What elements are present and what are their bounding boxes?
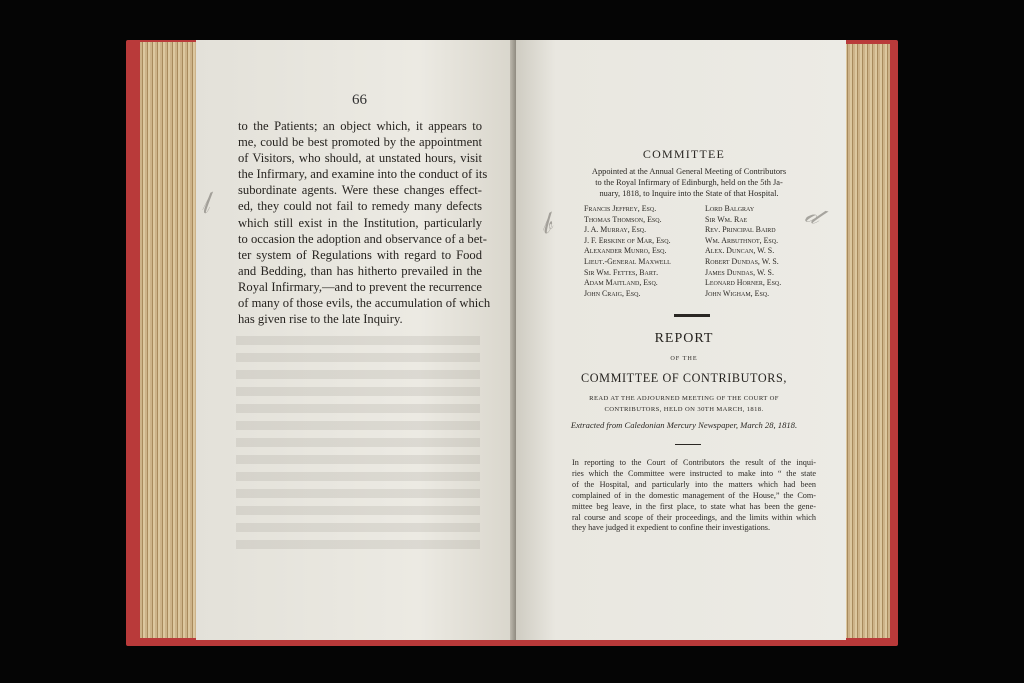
pencil-mark: 𝒹 [802,198,823,232]
report-title: REPORT [654,331,714,346]
text-line: to the Patients; an object which, it appears to [238,119,482,133]
read-at-line: CONTRIBUTORS, HELD ON 30TH MARCH, 1818. [604,406,764,413]
body-line: ral course and scope of their proceedings, and the limits within which [572,512,816,522]
member-name: Leonard Horner, Esq. [705,278,782,288]
members-column-left [584,204,671,299]
text-line: Royal Infirmary,—and to prevent the recurrence [238,279,482,294]
text-line: the Infirmary, and examine into the conduct of its [238,167,488,182]
read-at-note [576,393,792,415]
member-name: Alex. Duncan, W. S. [705,246,775,256]
of-the-label: OF THE [670,355,698,362]
body-line: In reporting to the Court of Contributors the result of the inqui- [572,458,816,467]
intro-line: to the Royal Infirmary of Edinburgh, held on the 5th Ja- [595,178,783,187]
member-name: John Wigham, Esq. [705,288,770,298]
text-line: and Bedding, than has hitherto prevailed in the [238,263,482,278]
members-column-right [705,204,781,299]
body-line: of the Hospital, and particularly into the matters which had been [572,479,816,489]
page-number: 66 [352,92,367,108]
text-line: of many of those evils, the accumulation of which [238,296,491,311]
member-name: Thomas Thomson, Esq. [584,214,662,224]
member-name: Robert Dundas, W. S. [705,256,779,266]
small-rule [675,444,701,445]
member-name: Wm. Arbuthnot, Esq. [705,235,779,245]
text-line: to occasion the adoption and observance of a bet- [238,231,487,246]
member-name: J. A. Murray, Esq. [584,225,647,235]
body-line: ries which the Committee were instructed to make into “ the state [572,468,816,478]
section-rule [674,314,710,317]
left-page-text [238,118,491,327]
read-at-line: READ AT THE ADJOURNED MEETING OF THE COURT OF [589,395,779,402]
text-line: ter system of Regulations with regard to Food [238,247,482,262]
committee-intro [566,166,812,199]
body-line: they have judged it expedient to confine their investigations. [572,523,771,533]
text-line: me, could be best promoted by the appointment [238,135,482,150]
text-line: has given rise to the late Inquiry. [238,312,403,327]
text-line: subordinate agents. Were these changes effect- [238,183,482,198]
body-line: mittee beg leave, in the first place, to state what has been the gene- [572,501,816,511]
member-name: Sir Wm. Fettes, Bart. [584,267,659,277]
extracted-note: Extracted from Caledonian Mercury Newspaper, March 28, 1818. [570,420,798,430]
member-name: Francis Jeffrey, Esq. [584,204,657,213]
intro-line: Appointed at the Annual General Meeting of Contributors [591,167,787,176]
pencil-mark: 𝒷 [533,209,557,241]
committee-heading: COMMITTEE [642,147,726,161]
member-name: Lieut.-General Maxwell [584,256,671,266]
right-page [516,40,846,640]
intro-line: nuary, 1818, to Inquire into the State of that Hospital. [599,189,779,198]
text-line: of Visitors, who should, at unstated hours, visit [238,151,482,166]
member-name: Rev. Principal Baird [705,225,776,235]
member-name: John Craig, Esq. [584,288,641,298]
report-subtitle: COMMITTEE OF CONTRIBUTORS, [581,371,787,385]
member-name: J. F. Erskine of Mar, Esq. [584,235,671,245]
member-name: Lord Balgray [705,204,755,213]
member-name: Adam Maitland, Esq. [584,278,658,288]
left-page [196,40,514,640]
report-body [572,458,816,534]
text-line: which still exist in the Institution, particularly [238,215,482,230]
member-name: Alexander Munro, Esq. [584,246,667,256]
page-edges-left [140,42,196,638]
member-name: James Dundas, W. S. [705,267,774,277]
text-line: ed, they could not fail to remedy many defects [238,199,482,214]
bleed-through-text [236,336,480,556]
body-line: complained of in the domestic management of the House,” the Com- [572,490,816,500]
pencil-mark: 𝓁 [194,189,214,221]
member-name: Sir Wm. Rae [705,214,748,224]
